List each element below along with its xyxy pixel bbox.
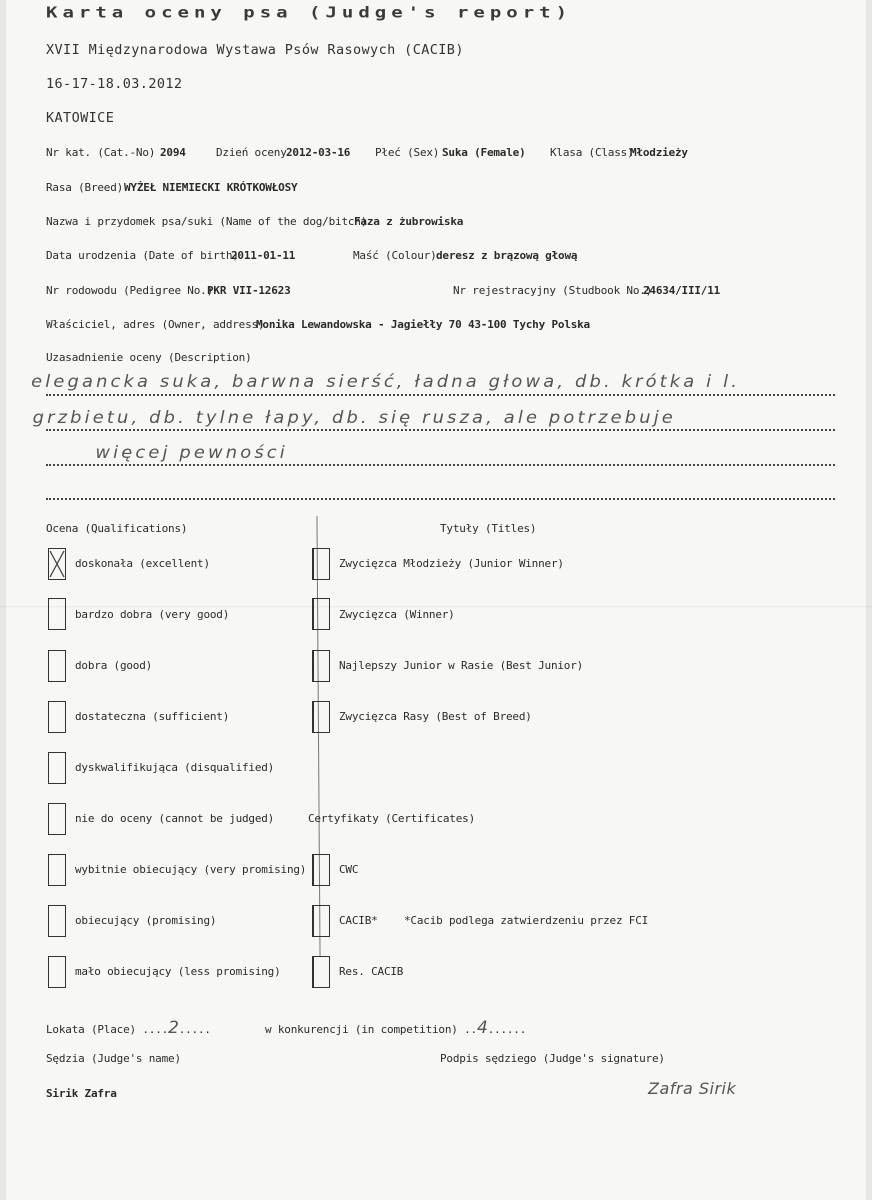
cert-label-res-cacib: Res. CACIB [339, 965, 404, 978]
sex-value: Suka (Female) [442, 146, 526, 159]
breed-value: WYŻEŁ NIEMIECKI KRÓTKOWŁOSY [124, 181, 298, 194]
checkbox-excellent[interactable] [48, 548, 66, 580]
colour-value: deresz z brązową głową [436, 249, 578, 262]
dob-label: Data urodzenia (Date of birth) [46, 249, 239, 262]
show-name: XVII Międzynarodowa Wystawa Psów Rasowych (CACIB) [46, 42, 464, 58]
place-row [46, 1018, 211, 1038]
title-label-best-of-breed: Zwycięzca Rasy (Best of Breed) [339, 710, 532, 723]
judge-signature: Zafra Sirik [648, 1079, 737, 1098]
checkbox-less-promising[interactable] [48, 956, 66, 988]
certificates-heading: Certyfikaty (Certificates) [308, 812, 475, 825]
competition-dots-before: .. [464, 1023, 477, 1036]
description-rule-2 [46, 429, 835, 431]
qual-label-good: dobra (good) [75, 659, 153, 672]
qual-label-very-promising: wybitnie obiecujący (very promising) [75, 863, 307, 876]
show-dates: 16-17-18.03.2012 [46, 76, 183, 92]
eval-day-label: Dzień oceny [216, 146, 287, 159]
description-rule-3 [46, 464, 835, 466]
checkbox-cwc[interactable] [312, 854, 330, 886]
titles-heading: Tytuły (Titles) [440, 522, 537, 535]
judge-name-value: Sirik Zafra [46, 1087, 117, 1100]
checkbox-cacib[interactable] [312, 905, 330, 937]
description-line-1: elegancka suka, barwna sierść, ładna głowa, db. krótka i l. [31, 372, 741, 392]
judge-name-label: Sędzia (Judge's name) [46, 1052, 181, 1065]
owner-value: Monika Lewandowska - Jagiełły 70 43-100 Tychy Polska [256, 318, 590, 331]
studbook-value: 24634/III/11 [643, 284, 721, 297]
checkbox-sufficient[interactable] [48, 701, 66, 733]
description-rule-1 [46, 394, 835, 396]
checkbox-very-promising[interactable] [48, 854, 66, 886]
paper-edge-right [866, 0, 872, 1200]
competition-dots-after: ...... [487, 1023, 527, 1036]
place-label: Lokata (Place) [46, 1023, 136, 1036]
qual-label-very-good: bardzo dobra (very good) [75, 608, 230, 621]
checkbox-best-of-breed[interactable] [312, 701, 330, 733]
title-label-best-junior: Najlepszy Junior w Rasie (Best Junior) [339, 659, 584, 672]
checkbox-very-good[interactable] [48, 598, 66, 630]
qual-label-cannot-be-judged: nie do oceny (cannot be judged) [75, 812, 275, 825]
owner-label: Właściciel, adres (Owner, address) [46, 318, 265, 331]
description-label: Uzasadnienie oceny (Description) [46, 351, 252, 364]
eval-day-value: 2012-03-16 [286, 146, 351, 159]
description-line-3: więcej pewności [95, 443, 288, 463]
checkbox-best-junior[interactable] [312, 650, 330, 682]
paper-edge-left [0, 0, 6, 1200]
qual-label-promising: obiecujący (promising) [75, 914, 217, 927]
dog-name-value: Faza z żubrowiska [354, 215, 464, 228]
checkbox-res-cacib[interactable] [312, 956, 330, 988]
qual-label-excellent: doskonała (excellent) [75, 557, 210, 570]
competition-label: w konkurencji (in competition) [265, 1023, 458, 1036]
cert-label-cwc: CWC [339, 863, 359, 876]
cacib-note: *Cacib podlega zatwierdzeniu przez FCI [404, 914, 649, 927]
title-label-winner: Zwycięzca (Winner) [339, 608, 455, 621]
competition-value: 4 [476, 1018, 488, 1038]
judge-signature-label: Podpis sędziego (Judge's signature) [440, 1052, 665, 1065]
checkbox-promising[interactable] [48, 905, 66, 937]
check-mark-icon [49, 549, 65, 579]
show-city: KATOWICE [46, 110, 115, 126]
pedigree-label: Nr rodowodu (Pedigree No.) [46, 284, 213, 297]
qual-label-sufficient: dostateczna (sufficient) [75, 710, 230, 723]
cat-no-value: 2094 [160, 146, 186, 159]
column-divider [316, 516, 320, 956]
place-dots-before: .... [142, 1023, 169, 1036]
dob-value: 2011-01-11 [231, 249, 296, 262]
place-dots-after: ..... [178, 1023, 211, 1036]
studbook-label: Nr rejestracyjny (Studbook No.) [453, 284, 653, 297]
place-value: 2 [168, 1018, 179, 1038]
colour-label: Maść (Colour) [353, 249, 437, 262]
cert-label-cacib: CACIB* [339, 914, 378, 927]
checkbox-junior-winner[interactable] [312, 548, 330, 580]
sex-label: Płeć (Sex) [375, 146, 440, 159]
checkbox-winner[interactable] [312, 598, 330, 630]
qual-label-disqualified: dyskwalifikująca (disqualified) [75, 761, 275, 774]
competition-row [265, 1018, 526, 1038]
dog-name-label: Nazwa i przydomek psa/suki (Name of the dog/bitch) [46, 215, 368, 228]
checkbox-cannot-be-judged[interactable] [48, 803, 66, 835]
qual-label-less-promising: mało obiecujący (less promising) [75, 965, 281, 978]
pedigree-value: PKR VII-12623 [207, 284, 291, 297]
breed-label: Rasa (Breed) [46, 181, 124, 194]
cat-no-label: Nr kat. (Cat.-No) [46, 146, 156, 159]
class-value: Młodzieży [630, 146, 688, 159]
checkbox-disqualified[interactable] [48, 752, 66, 784]
description-rule-4 [46, 498, 835, 500]
class-label: Klasa (Class) [550, 146, 634, 159]
description-line-2: grzbietu, db. tylne łapy, db. się rusza, ale potrzebuje [32, 408, 676, 428]
checkbox-good[interactable] [48, 650, 66, 682]
qualifications-heading: Ocena (Qualifications) [46, 522, 188, 535]
title-label-junior-winner: Zwycięzca Młodzieży (Junior Winner) [339, 557, 564, 570]
form-title: Karta oceny psa (Judge's report) [46, 4, 573, 22]
